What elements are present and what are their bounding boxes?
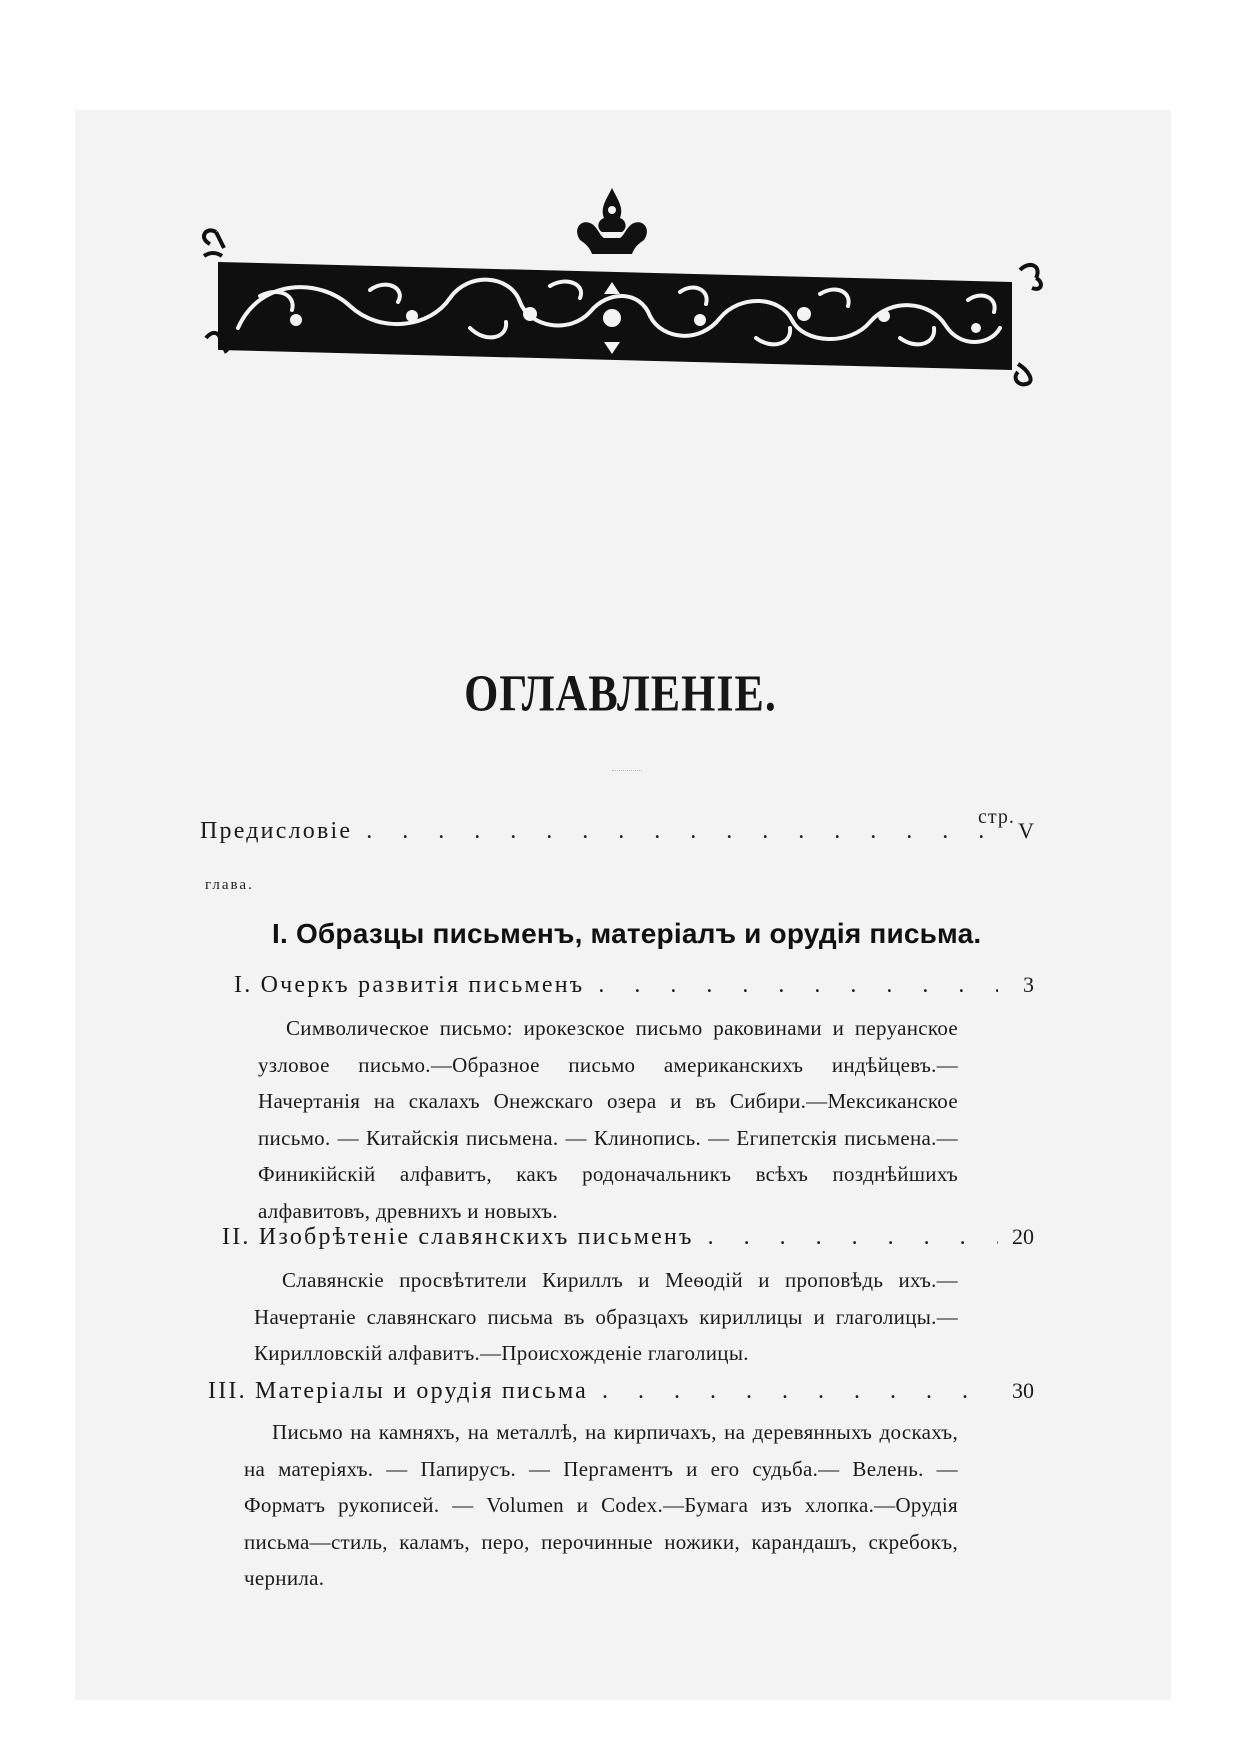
toc-entry-page: 30: [1012, 1378, 1034, 1403]
section-description-text: Символическое письмо: ирокезское письмо раковинами и перуанское узловое письмо.—Образное письмо американскихъ индѣйцевъ.—Начертанія на скалахъ Онежскаго озера и въ Сибири.—Мексиканское письмо. — Китайскія письмена. — Клинопись. — Египетскія письмена.—Финикійскій алфавитъ, какъ родоначальникъ всѣхъ позднѣйшихъ алфавитовъ, древнихъ и новыхъ.: [258, 1016, 958, 1223]
leader-dots: [598, 972, 998, 999]
section-description: [258, 1010, 958, 1229]
toc-entry-label: Предисловіе: [200, 818, 353, 844]
toc-entry-preface[interactable]: [200, 818, 1034, 845]
toc-entry-section-2[interactable]: [222, 1224, 1034, 1251]
section-description-text: Письмо на камняхъ, на металлѣ, на кирпичахъ, на деревянныхъ доскахъ, на матеріяхъ. — Папирусъ. — Пергаментъ и его судьба.— Велень. — Форматъ рукописей. — Volumen и Codex.—Бумага изъ хлопка.—Орудія письма—стиль, каламъ, перо, перочинные ножики, карандашъ, скребокъ, чернила.: [244, 1420, 958, 1590]
page-column-label: стр.: [978, 806, 1015, 828]
toc-entry-page: V: [1018, 818, 1034, 843]
leader-dots: [602, 1378, 998, 1405]
glava-label: глава.: [205, 877, 254, 893]
section-description: [244, 1414, 958, 1597]
toc-entry-page: 20: [1012, 1224, 1034, 1249]
page-title: ОГЛАВЛЕНІЕ.: [464, 664, 777, 723]
headpiece-ornament: [200, 178, 1050, 398]
title-divider: [612, 770, 642, 773]
section-description: [254, 1262, 958, 1372]
toc-entry-label: I. Очеркъ развитія письменъ: [234, 972, 585, 998]
toc-entry-section-3[interactable]: [208, 1378, 1034, 1405]
toc-entry-section-1[interactable]: [234, 972, 1034, 999]
leader-dots: [366, 818, 998, 845]
chapter-heading: I. Образцы письменъ, матеріалъ и орудія письма.: [272, 918, 982, 949]
toc-entry-label: III. Матеріалы и орудія письма: [208, 1378, 589, 1404]
toc-entry-page: 3: [1023, 972, 1034, 997]
leader-dots: [708, 1224, 998, 1251]
toc-entry-label: II. Изобрѣтеніе славянскихъ письменъ: [222, 1224, 694, 1250]
section-description-text: Славянскіе просвѣтители Кириллъ и Меѳодій и проповѣдь ихъ.—Начертаніе славянскаго письма въ образцахъ кириллицы и глаголицы.—Кирилловскій алфавитъ.—Происхожденіе глаголицы.: [254, 1268, 958, 1365]
